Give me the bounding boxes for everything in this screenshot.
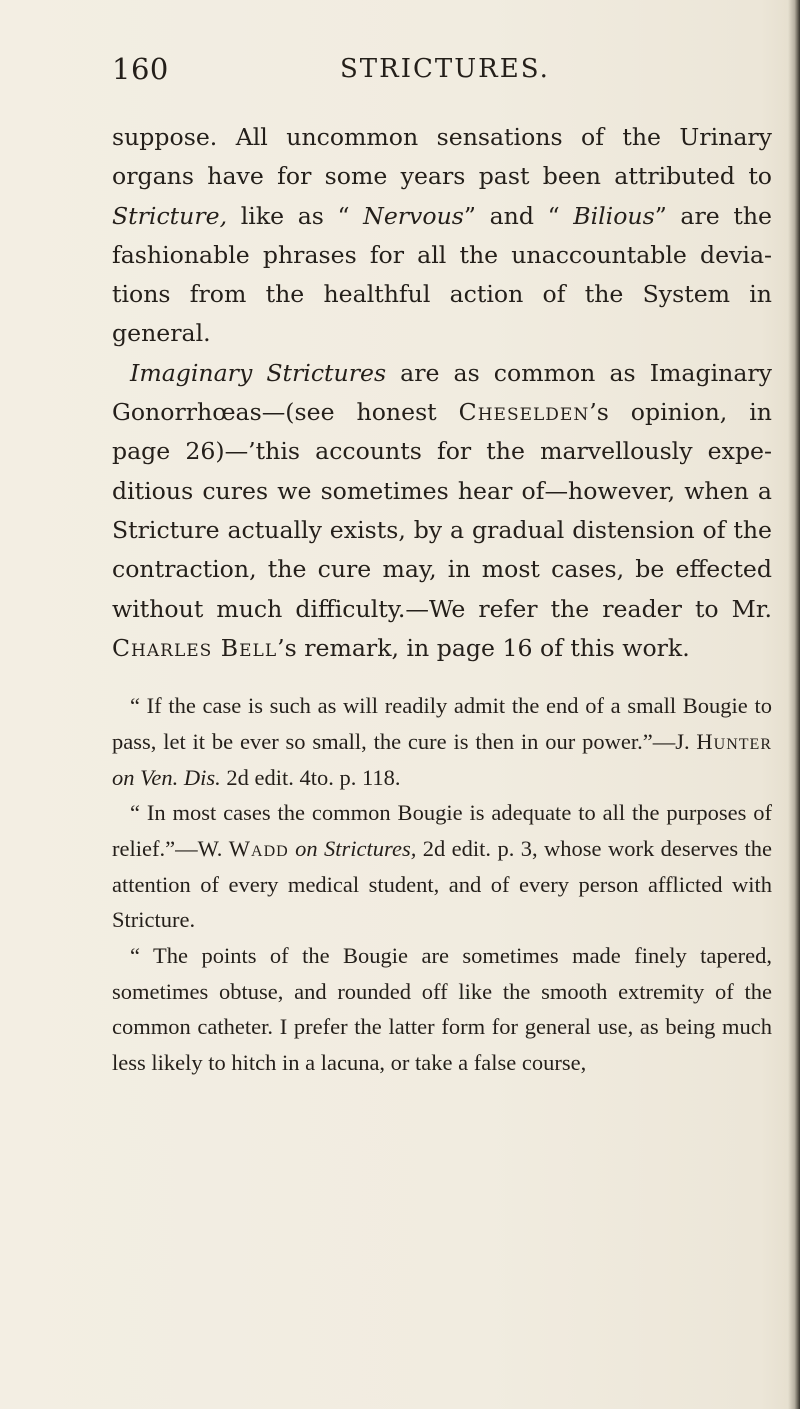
text-run: “ In most cases the common Bougie is adequate to all the purposes of relief.”—W.	[112, 800, 772, 861]
paragraph-1	[112, 118, 772, 354]
paragraph-2	[112, 354, 772, 668]
italic-run: Stricture,	[112, 201, 228, 230]
text-run: ” are the fashionable phrases for all the unaccountable devia- tions from the healthful action of the System in general.	[112, 201, 772, 348]
text-run: are as common as Imaginary Gonorrhœas—(see honest	[112, 358, 772, 427]
page-number: 160	[112, 52, 169, 86]
quote-hunter	[112, 688, 772, 795]
small-caps-name: Hunter	[696, 728, 772, 754]
page-edge-shadow	[788, 0, 800, 1409]
italic-run: on Ven. Dis.	[112, 764, 221, 790]
quote-bougie-points	[112, 938, 772, 1081]
small-caps-name: Wadd	[228, 835, 289, 861]
page-header	[112, 52, 792, 92]
quote-wadd	[112, 795, 772, 938]
quotations-block	[112, 688, 772, 1081]
italic-run: on Strictures,	[295, 835, 417, 861]
text-run: ’s remark, in page 16 of this work.	[277, 633, 690, 662]
text-run: ” and “	[463, 201, 574, 230]
small-caps-name: Cheselden	[458, 398, 590, 427]
text-run: “ The points of the Bougie are sometimes made finely tapered, sometimes obtuse, and rounded off like the smooth extremity of the common catheter. I prefer the latter form for general use, as being much less likely to hitch in a lacuna, or take a false course,	[112, 943, 772, 1076]
text-run: “ If the case is such as will readily admit the end of a small Bougie to pass, let it be ever so small, the cure is then in our power.”—J.	[112, 693, 772, 754]
italic-run: Nervous	[363, 201, 464, 230]
text-run: suppose. All uncommon sensations of the Urinary organs have for some years past been attributed to	[112, 123, 772, 191]
small-caps-name: Charles Bell	[112, 633, 278, 662]
text-run: like as “	[227, 201, 364, 230]
main-text	[112, 118, 772, 668]
body-text	[112, 118, 772, 1081]
running-head: STRICTURES.	[340, 54, 550, 84]
italic-run: Bilious	[573, 201, 655, 230]
text-run: 2d edit. p. 3, whose work deserves the attention of every medical student, and of every person afflicted with Stricture.	[112, 835, 772, 933]
text-run: 2d edit. 4to. p. 118.	[220, 764, 401, 790]
text-run: ’s opinion, in page 26)—’this accounts for the marvellously expe- ditious cures we sometimes hear of—however, when a Stricture actually exists, by a gradual distension of the contraction, the cure may, in most cases, be effected without much difficulty.—We refer the reader to Mr.	[112, 398, 773, 623]
italic-run: Imaginary Strictures	[130, 358, 387, 387]
